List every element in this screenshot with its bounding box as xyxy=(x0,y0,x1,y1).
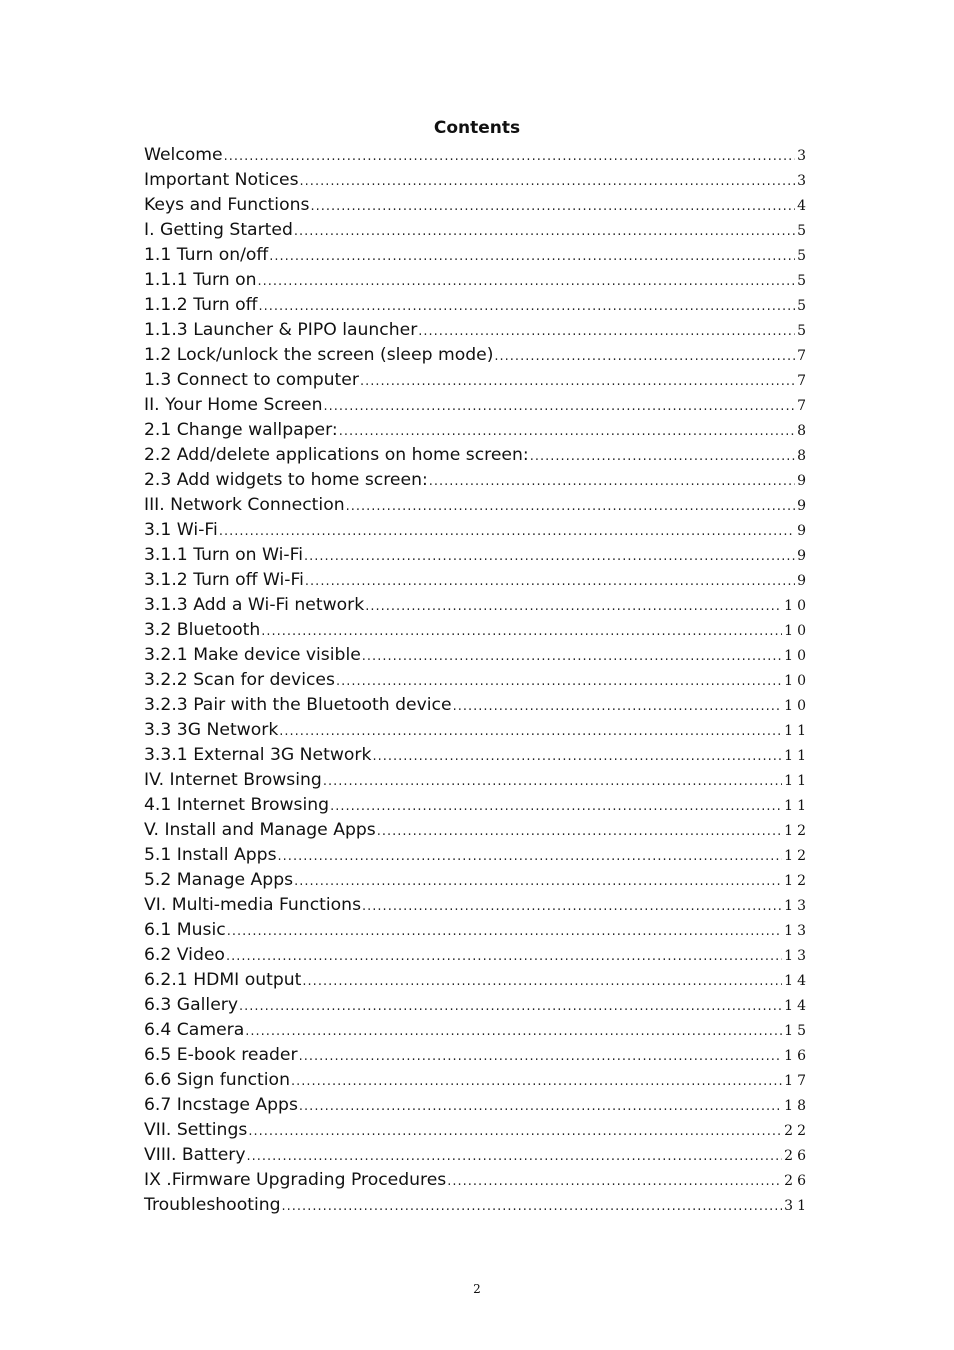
dot-leader xyxy=(227,919,782,944)
toc-entry-page: 16 xyxy=(784,1048,810,1064)
dot-leader xyxy=(310,194,795,219)
toc-entry[interactable] xyxy=(144,943,810,968)
toc-entry[interactable] xyxy=(144,1143,810,1168)
dot-leader xyxy=(282,1194,783,1219)
toc-entry-label: III. Network Connection xyxy=(144,495,345,515)
toc-entry-page: 13 xyxy=(784,898,810,914)
dot-leader xyxy=(278,844,783,869)
toc-entry-page: 9 xyxy=(797,498,810,514)
toc-entry-page: 5 xyxy=(797,298,810,314)
toc-entry[interactable] xyxy=(144,343,810,368)
toc-entry-label: Troubleshooting xyxy=(144,1195,281,1215)
toc-entry[interactable] xyxy=(144,393,810,418)
dot-leader xyxy=(245,1019,782,1044)
dot-leader xyxy=(339,419,795,444)
dot-leader xyxy=(299,1044,783,1069)
dot-leader xyxy=(447,1169,782,1194)
dot-leader xyxy=(226,944,782,969)
toc-entry[interactable] xyxy=(144,893,810,918)
toc-entry-page: 3 xyxy=(797,173,810,189)
dot-leader xyxy=(336,669,782,694)
toc-entry[interactable] xyxy=(144,1043,810,1068)
toc-entry-label: 3.1.1 Turn on Wi-Fi xyxy=(144,545,303,565)
toc-entry-label: VI. Multi-media Functions xyxy=(144,895,362,915)
toc-entry-page: 9 xyxy=(797,523,810,539)
toc-entry[interactable] xyxy=(144,768,810,793)
toc-entry[interactable] xyxy=(144,218,810,243)
toc-entry-page: 15 xyxy=(784,1023,810,1039)
toc-entry-label: 3.3 3G Network xyxy=(144,720,279,740)
toc-entry-page: 31 xyxy=(784,1198,810,1214)
dot-leader xyxy=(418,319,795,344)
toc-entry[interactable] xyxy=(144,293,810,318)
page-number: 2 xyxy=(473,1282,481,1296)
toc-entry[interactable] xyxy=(144,243,810,268)
toc-entry[interactable] xyxy=(144,168,810,193)
toc-entry-label: I. Getting Started xyxy=(144,220,293,240)
toc-entry[interactable] xyxy=(144,568,810,593)
toc-entry-label: 4.1 Internet Browsing xyxy=(144,795,330,815)
toc-entry-page: 7 xyxy=(797,398,810,414)
dot-leader xyxy=(239,994,782,1019)
dot-leader xyxy=(360,369,795,394)
toc-entry-page: 9 xyxy=(797,573,810,589)
toc-entry[interactable] xyxy=(144,843,810,868)
toc-entry-label: IV. Internet Browsing xyxy=(144,770,322,790)
dot-leader xyxy=(294,219,795,244)
dot-leader xyxy=(248,1119,782,1144)
toc-entry-label: 6.5 E-book reader xyxy=(144,1045,298,1065)
toc-entry-page: 3 xyxy=(797,148,810,164)
toc-entry-page: 11 xyxy=(784,723,810,739)
toc-entry[interactable] xyxy=(144,493,810,518)
toc-entry[interactable] xyxy=(144,793,810,818)
toc-entry[interactable] xyxy=(144,468,810,493)
dot-leader xyxy=(365,594,782,619)
toc-entry[interactable] xyxy=(144,968,810,993)
toc-entry-label: 6.2.1 HDMI output xyxy=(144,970,302,990)
toc-entry-page: 7 xyxy=(797,348,810,364)
toc-entry-label: Welcome xyxy=(144,145,223,165)
toc-entry[interactable] xyxy=(144,668,810,693)
toc-entry-page: 8 xyxy=(797,448,810,464)
toc-entry-page: 12 xyxy=(784,848,810,864)
toc-entry[interactable] xyxy=(144,1118,810,1143)
toc-entry-label: 3.2.2 Scan for devices xyxy=(144,670,335,690)
toc-entry-label: Keys and Functions xyxy=(144,195,310,215)
toc-entry-page: 13 xyxy=(784,923,810,939)
toc-entry-label: VII. Settings xyxy=(144,1120,248,1140)
toc-entry-page: 14 xyxy=(784,973,810,989)
dot-leader xyxy=(530,444,795,469)
toc-entry-page: 5 xyxy=(797,223,810,239)
toc-entry-page: 10 xyxy=(784,623,810,639)
toc-entry-page: 9 xyxy=(797,548,810,564)
toc-entry-label: 3.1 Wi-Fi xyxy=(144,520,218,540)
toc-entry-label: 5.2 Manage Apps xyxy=(144,870,294,890)
toc-entry-page: 7 xyxy=(797,373,810,389)
toc-entry[interactable] xyxy=(144,193,810,218)
toc-entry[interactable] xyxy=(144,418,810,443)
toc-entry-page: 18 xyxy=(784,1098,810,1114)
toc-entry-label: 3.2 Bluetooth xyxy=(144,620,261,640)
toc-entry-label: 1.1.1 Turn on xyxy=(144,270,257,290)
toc-entry[interactable] xyxy=(144,643,810,668)
dot-leader xyxy=(258,269,796,294)
toc-entry-page: 5 xyxy=(797,273,810,289)
toc-entry-page: 12 xyxy=(784,873,810,889)
toc-entry-page: 26 xyxy=(784,1173,810,1189)
toc-entry-page: 17 xyxy=(784,1073,810,1089)
toc-entry-page: 26 xyxy=(784,1148,810,1164)
toc-entry[interactable] xyxy=(144,1093,810,1118)
dot-leader xyxy=(261,619,782,644)
toc-entry[interactable] xyxy=(144,143,810,168)
dot-leader xyxy=(224,144,795,169)
toc-entry[interactable] xyxy=(144,368,810,393)
toc-entry[interactable] xyxy=(144,993,810,1018)
toc-entry-label: 5.1 Install Apps xyxy=(144,845,277,865)
toc-entry-label: 3.1.2 Turn off Wi-Fi xyxy=(144,570,304,590)
toc-entry[interactable] xyxy=(144,618,810,643)
dot-leader xyxy=(258,294,795,319)
toc-entry[interactable] xyxy=(144,743,810,768)
toc-entry-label: 6.4 Camera xyxy=(144,1020,245,1040)
dot-leader xyxy=(453,694,783,719)
toc-entry-label: 1.1.3 Launcher & PIPO launcher xyxy=(144,320,418,340)
toc-entry-label: 6.2 Video xyxy=(144,945,225,965)
toc-entry-label: 6.3 Gallery xyxy=(144,995,239,1015)
dot-leader xyxy=(362,894,782,919)
toc-entry-page: 5 xyxy=(797,323,810,339)
dot-leader xyxy=(346,494,795,519)
dot-leader xyxy=(305,569,795,594)
dot-leader xyxy=(279,719,782,744)
toc-entry[interactable] xyxy=(144,443,810,468)
toc-entry-page: 11 xyxy=(784,773,810,789)
toc-entry-label: Important Notices xyxy=(144,170,299,190)
toc-entry-label: 2.1 Change wallpaper: xyxy=(144,420,338,440)
toc-entry-label: 6.7 Incstage Apps xyxy=(144,1095,298,1115)
toc-entry-label: 1.2 Lock/unlock the screen (sleep mode) xyxy=(144,345,494,365)
toc-entry-page: 10 xyxy=(784,673,810,689)
dot-leader xyxy=(219,519,795,544)
toc-entry-label: 3.3.1 External 3G Network xyxy=(144,745,372,765)
toc-entry-page: 22 xyxy=(784,1123,810,1139)
toc-entry-page: 14 xyxy=(784,998,810,1014)
toc-entry-label: II. Your Home Screen xyxy=(144,395,323,415)
toc-entry[interactable] xyxy=(144,543,810,568)
dot-leader xyxy=(330,794,782,819)
dot-leader xyxy=(304,544,795,569)
toc-entry-page: 10 xyxy=(784,648,810,664)
page-title: Contents xyxy=(433,118,521,138)
dot-leader xyxy=(362,644,782,669)
dot-leader xyxy=(299,1094,782,1119)
toc-entry-label: V. Install and Manage Apps xyxy=(144,820,376,840)
dot-leader xyxy=(291,1069,782,1094)
toc-entry-label: 1.1.2 Turn off xyxy=(144,295,258,315)
toc-entry-page: 11 xyxy=(784,798,810,814)
dot-leader xyxy=(294,869,782,894)
dot-leader xyxy=(372,744,782,769)
dot-leader xyxy=(494,344,795,369)
toc-entry[interactable] xyxy=(144,1068,810,1093)
toc-entry[interactable] xyxy=(144,318,810,343)
toc-entry[interactable] xyxy=(144,818,810,843)
toc-entry-label: 3.2.3 Pair with the Bluetooth device xyxy=(144,695,452,715)
toc-entry-page: 10 xyxy=(784,698,810,714)
toc-entry-label: 3.1.3 Add a Wi-Fi network xyxy=(144,595,365,615)
toc-entry[interactable] xyxy=(144,593,810,618)
toc-entry-page: 12 xyxy=(784,823,810,839)
toc-entry-label: 2.2 Add/delete applications on home screen: xyxy=(144,445,529,465)
toc-entry-page: 10 xyxy=(784,598,810,614)
toc-entry-page: 11 xyxy=(784,748,810,764)
dot-leader xyxy=(269,244,795,269)
dot-leader xyxy=(429,469,795,494)
dot-leader xyxy=(323,769,782,794)
toc-entry-page: 4 xyxy=(797,198,810,214)
toc-entry-label: VIII. Battery xyxy=(144,1145,246,1165)
toc-entry[interactable] xyxy=(144,268,810,293)
toc-entry[interactable] xyxy=(144,1168,810,1193)
toc-entry-label: IX .Firmware Upgrading Procedures xyxy=(144,1170,447,1190)
dot-leader xyxy=(324,394,796,419)
toc-entry-label: 3.2.1 Make device visible xyxy=(144,645,361,665)
toc-entry[interactable] xyxy=(144,693,810,718)
toc-entry[interactable] xyxy=(144,518,810,543)
dot-leader xyxy=(247,1144,783,1169)
toc-entry-page: 13 xyxy=(784,948,810,964)
table-of-contents xyxy=(144,143,810,1218)
dot-leader xyxy=(302,969,782,994)
toc-entry-label: 2.3 Add widgets to home screen: xyxy=(144,470,428,490)
toc-entry-page: 5 xyxy=(797,248,810,264)
dot-leader xyxy=(377,819,782,844)
toc-entry[interactable] xyxy=(144,918,810,943)
toc-entry-page: 8 xyxy=(797,423,810,439)
toc-entry-label: 1.3 Connect to computer xyxy=(144,370,359,390)
toc-entry-label: 1.1 Turn on/off xyxy=(144,245,269,265)
toc-entry[interactable] xyxy=(144,1018,810,1043)
toc-entry-label: 6.6 Sign function xyxy=(144,1070,290,1090)
toc-entry-page: 9 xyxy=(797,473,810,489)
dot-leader xyxy=(300,169,796,194)
toc-entry[interactable] xyxy=(144,868,810,893)
toc-entry-label: 6.1 Music xyxy=(144,920,226,940)
toc-entry[interactable] xyxy=(144,1193,810,1218)
toc-entry[interactable] xyxy=(144,718,810,743)
